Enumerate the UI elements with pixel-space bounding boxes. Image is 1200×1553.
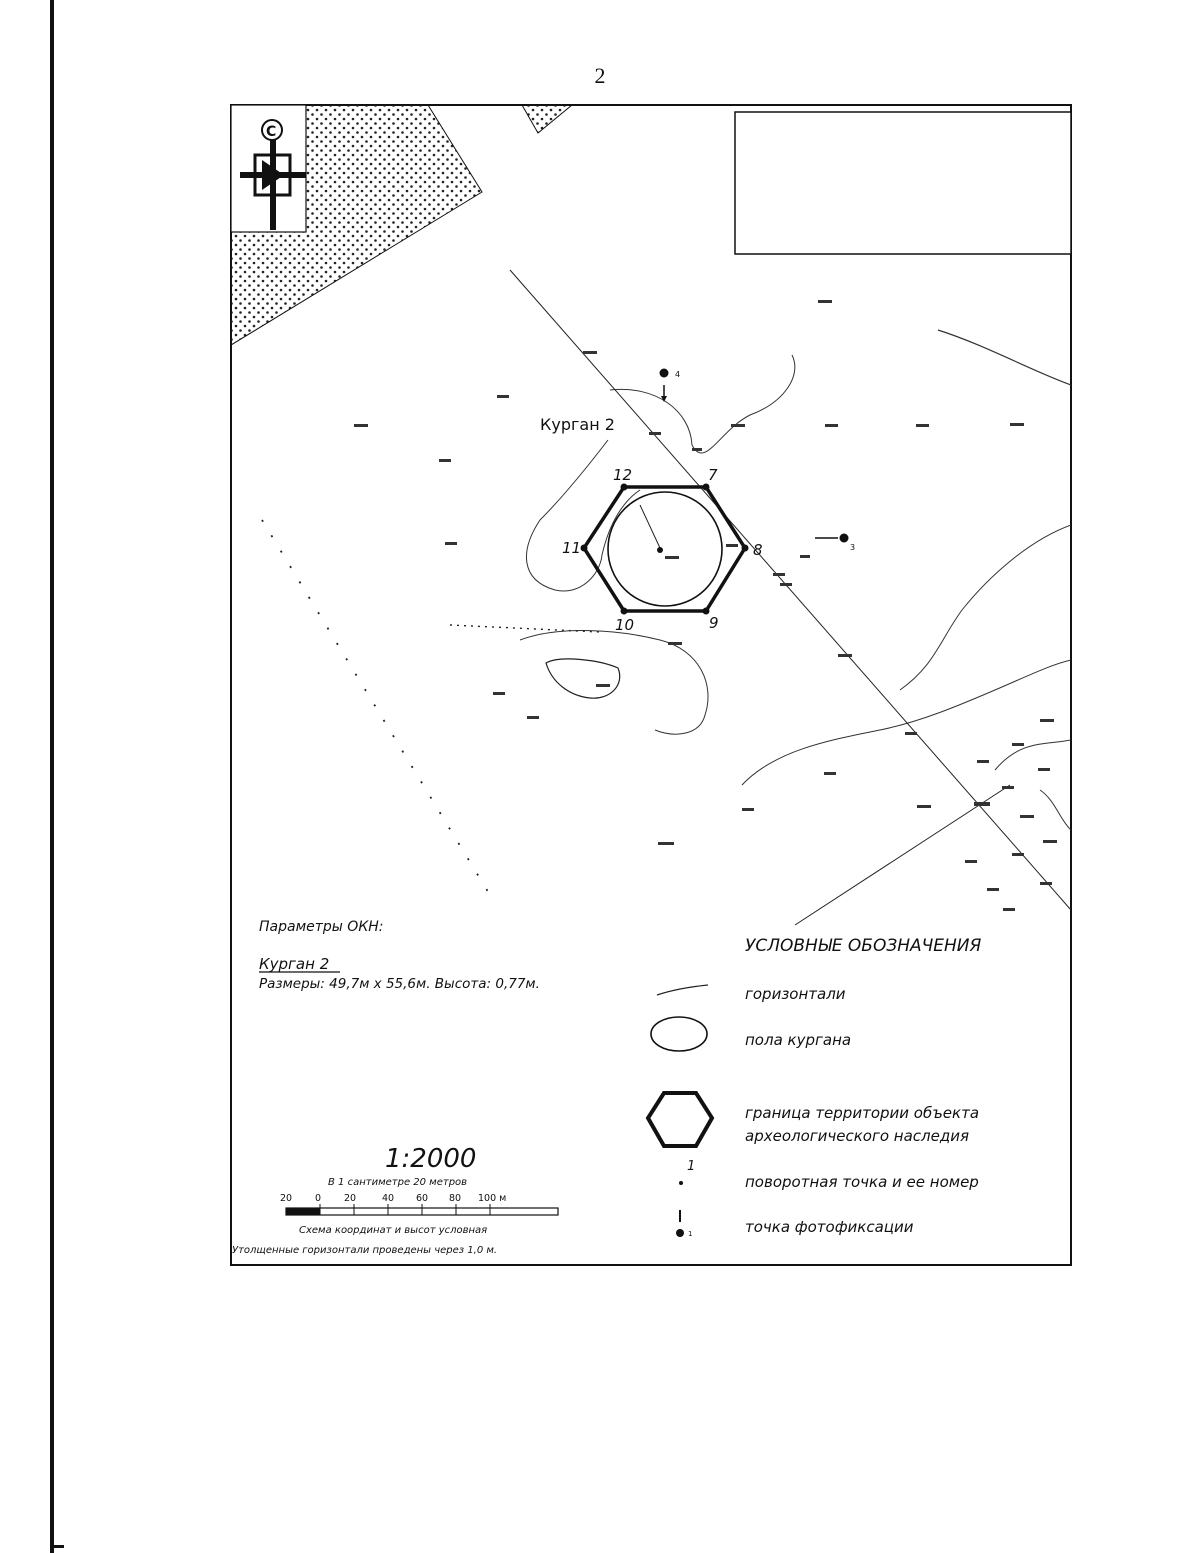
mound-floor-circle	[608, 492, 722, 606]
north-arrow-icon	[231, 105, 306, 232]
legend-photo: точка фотофиксации	[745, 1218, 914, 1236]
legend-boundary-symbol	[648, 1093, 712, 1146]
contour-line	[546, 659, 620, 698]
legend-mound-symbol	[651, 1017, 707, 1051]
contour-line	[610, 355, 795, 453]
dotted-path	[262, 520, 490, 895]
svg-text:100 м: 100 м	[478, 1193, 507, 1204]
scheme-note-1: Схема координат и высот условная	[299, 1225, 488, 1236]
scale-bar	[286, 1204, 558, 1215]
scheme-note-2: Утолщенные горизонтали проведены через 1,0 м.	[232, 1245, 498, 1256]
svg-text:20: 20	[280, 1193, 293, 1204]
survey-line	[510, 270, 1071, 910]
params-dimensions: Размеры: 49,7м x 55,6м. Высота: 0,77м.	[259, 976, 540, 992]
mound-center-line	[640, 505, 660, 548]
page-number: 2	[594, 63, 606, 88]
legend-boundary-line-1: граница территории объекта	[745, 1104, 980, 1122]
svg-text:60: 60	[416, 1193, 429, 1204]
contour-line	[526, 440, 640, 591]
legend-title: УСЛОВНЫЕ ОБОЗНАЧЕНИЯ	[745, 936, 982, 956]
turning-point-8: 8	[753, 541, 763, 559]
contour-line	[938, 330, 1071, 385]
turning-point-markers	[581, 484, 749, 615]
mound-label: Курган 2	[540, 415, 615, 434]
svg-text:40: 40	[382, 1193, 395, 1204]
legend-turning: поворотная точка и ее номер	[745, 1173, 979, 1191]
svg-text:80: 80	[449, 1193, 462, 1204]
svg-text:0: 0	[315, 1193, 322, 1204]
svg-text:20: 20	[344, 1193, 357, 1204]
title-box	[735, 112, 1071, 254]
mound-center-point	[657, 547, 663, 553]
photo-point-3	[815, 534, 855, 553]
turning-point-12: 12	[613, 466, 633, 484]
turning-point-10: 10	[615, 616, 635, 634]
contour-line	[900, 525, 1071, 690]
height-marks	[354, 300, 1057, 911]
legend-turning-number: 1	[687, 1159, 696, 1174]
svg-text:3: 3	[850, 543, 856, 552]
legend-mound-floor: пола кургана	[745, 1031, 852, 1049]
scale-ratio: 1:2000	[385, 1144, 477, 1174]
legend-contours: горизонтали	[745, 985, 846, 1003]
svg-text:С: С	[266, 124, 277, 140]
scale-subtitle: В 1 сантиметре 20 метров	[328, 1177, 468, 1188]
legend-boundary-line-2: археологического наследия	[745, 1127, 969, 1145]
photo-point-4	[660, 369, 681, 403]
turning-point-11: 11	[562, 539, 582, 557]
legend-photo-symbol	[676, 1210, 692, 1238]
scale-tick-labels	[280, 1193, 506, 1204]
params-object-name: Курган 2	[259, 955, 330, 973]
svg-text:4: 4	[675, 370, 681, 379]
legend-turning-symbol	[679, 1181, 683, 1185]
contour-line	[995, 740, 1071, 770]
legend-contour-symbol	[657, 985, 708, 995]
params-heading: Параметры ОКН:	[259, 919, 384, 935]
dotted-path	[450, 625, 600, 632]
contour-line	[520, 631, 708, 735]
turning-point-7: 7	[708, 466, 718, 484]
map-frame	[231, 105, 1071, 1265]
dotted-area-north	[522, 105, 572, 133]
contour-line	[1040, 790, 1071, 830]
turning-point-9: 9	[709, 614, 719, 632]
svg-text:1: 1	[688, 1230, 693, 1238]
